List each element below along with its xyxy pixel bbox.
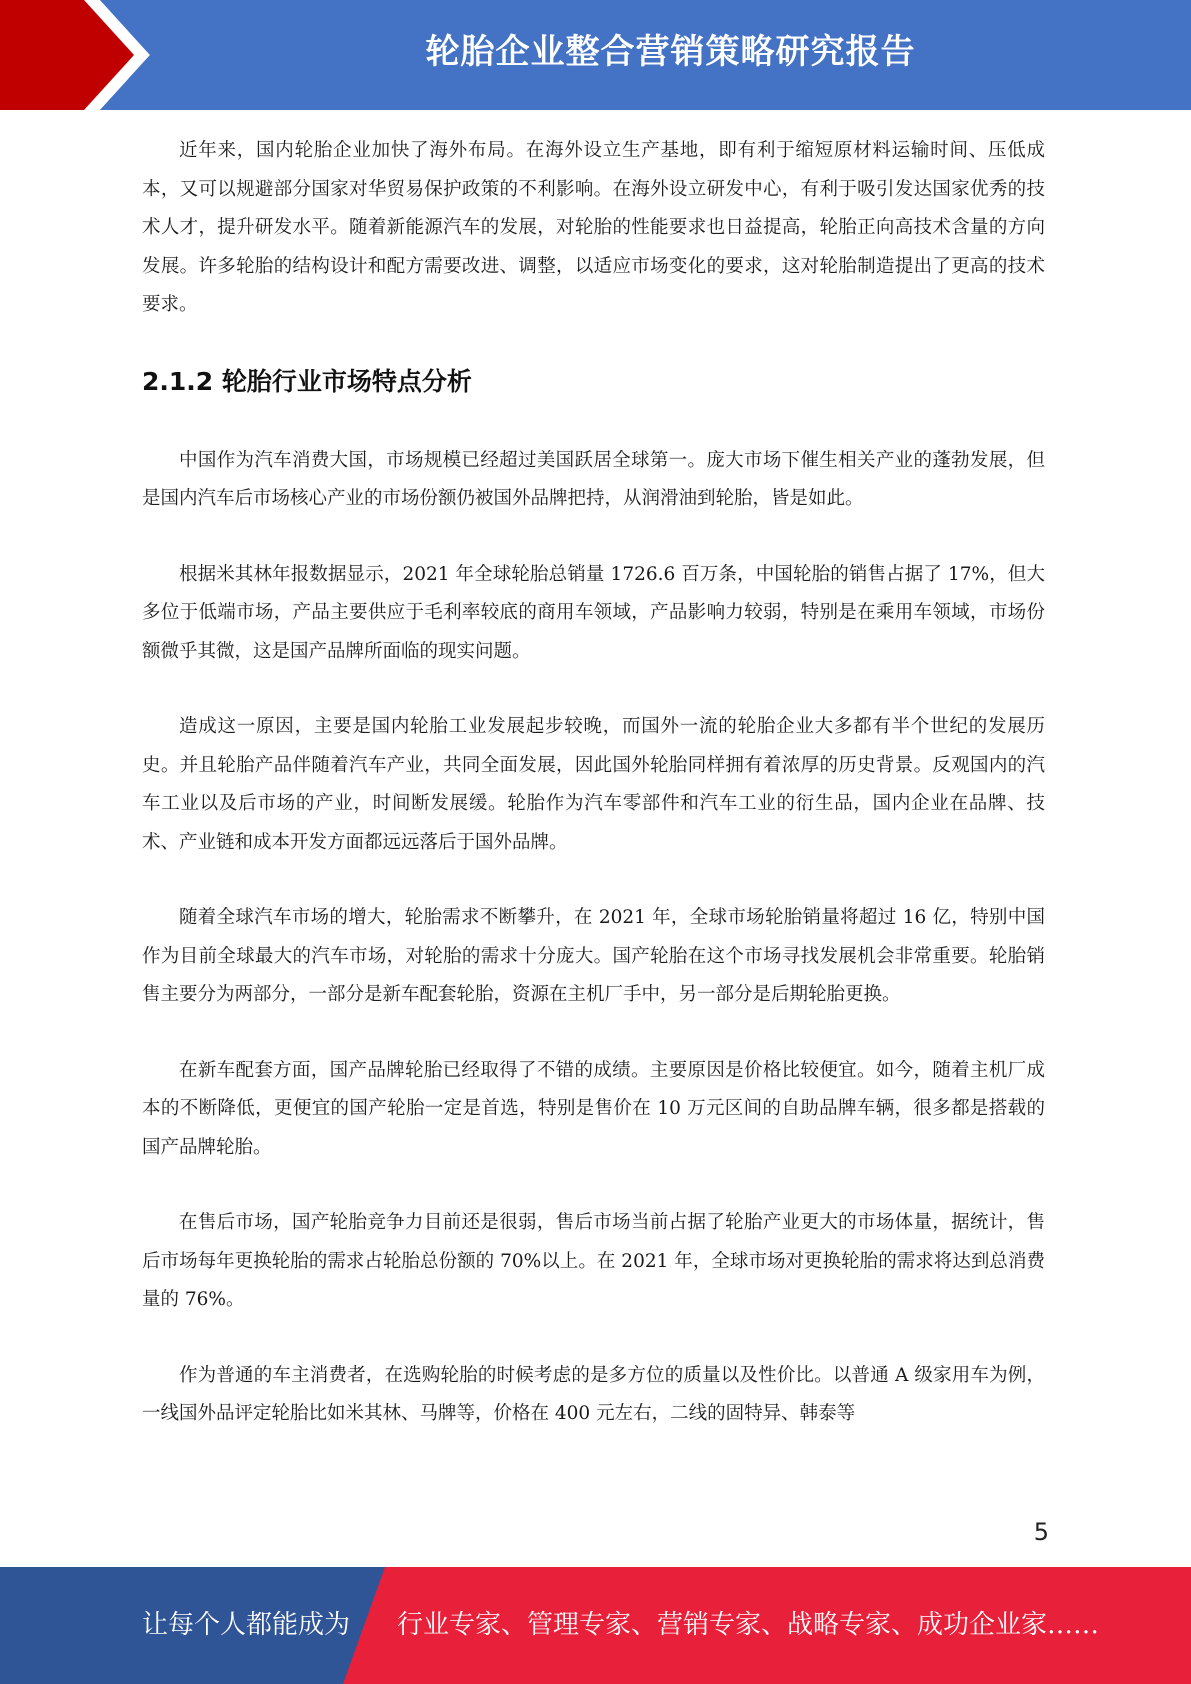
- body-paragraph: 根据米其林年报数据显示，2021 年全球轮胎总销量 1726.6 百万条，中国轮胎的销售占据了 17%，但大多位于低端市场，产品主要供应于毛利率较底的商用车领域，产品影响力较弱，特别是在乘用车领域，市场份额微乎其微，这是国产品牌所面临的现实问题。: [142, 563, 1045, 662]
- footer-banner: [0, 1567, 1191, 1684]
- body-paragraph: 作为普通的车主消费者，在选购轮胎的时候考虑的是多方位的质量以及性价比。以普通 A 级家用车为例，一线国外品评定轮胎比如米其林、马牌等，价格在 400 元左右，二线的固特异、韩泰等: [142, 1364, 1045, 1424]
- header-banner: [0, 0, 1191, 110]
- document-body: [142, 132, 1045, 1471]
- body-paragraph: 中国作为汽车消费大国，市场规模已经超过美国跃居全球第一。庞大市场下催生相关产业的蓬勃发展，但是国内汽车后市场核心产业的市场份额仍被国外品牌把持，从润滑油到轮胎，皆是如此。: [142, 449, 1045, 509]
- body-paragraph: 造成这一原因，主要是国内轮胎工业发展起步较晚，而国外一流的轮胎企业大多都有半个世纪的发展历史。并且轮胎产品伴随着汽车产业，共同全面发展，因此国外轮胎同样拥有着浓厚的历史背景。反观国内的汽车工业以及后市场的产业，时间断发展缓。轮胎作为汽车零部件和汽车工业的衍生品，国内企业在品牌、技术、产业链和成本开发方面都远远落后于国外品牌。: [142, 716, 1045, 853]
- report-title: 轮胎企业整合营销策略研究报告: [425, 32, 916, 72]
- intro-paragraph: 近年来，国内轮胎企业加快了海外布局。在海外设立生产基地，即有利于缩短原材料运输时间、压低成本，又可以规避部分国家对华贸易保护政策的不利影响。在海外设立研发中心，有利于吸引发达国家优秀的技术人才，提升研发水平。随着新能源汽车的发展，对轮胎的性能要求也日益提高，轮胎正向高技术含量的方向发展。许多轮胎的结构设计和配方需要改进、调整，以适应市场变化的要求，这对轮胎制造提出了更高的技术要求。: [142, 140, 1045, 315]
- footer-slogan-right: 行业专家、管理专家、营销专家、战略专家、成功企业家……: [397, 1610, 1100, 1640]
- footer-slogan-left: 让每个人都能成为: [142, 1610, 351, 1640]
- section-heading: 2.1.2 轮胎行业市场特点分析: [142, 366, 472, 396]
- body-paragraph: 在售后市场，国产轮胎竞争力目前还是很弱，售后市场当前占据了轮胎产业更大的市场体量，据统计，售后市场每年更换轮胎的需求占轮胎总份额的 70%以上。在 2021 年，全球市场对更换轮胎的需求将达到总消费量的 76%。: [142, 1212, 1045, 1310]
- body-paragraph: 随着全球汽车市场的增大，轮胎需求不断攀升，在 2021 年，全球市场轮胎销量将超过 16 亿，特别中国作为目前全球最大的汽车市场，对轮胎的需求十分庞大。国产轮胎在这个市场寻找发展机会非常重要。轮胎销售主要分为两部分，一部分是新车配套轮胎，资源在主机厂手中，另一部分是后期轮胎更换。: [142, 907, 1045, 1005]
- body-paragraph: 在新车配套方面，国产品牌轮胎已经取得了不错的成绩。主要原因是价格比较便宜。如今，随着主机厂成本的不断降低，更便宜的国产轮胎一定是首选，特别是售价在 10 万元区间的自助品牌车辆，很多都是搭载的国产品牌轮胎。: [142, 1059, 1045, 1158]
- page-number: 5: [1033, 1518, 1049, 1546]
